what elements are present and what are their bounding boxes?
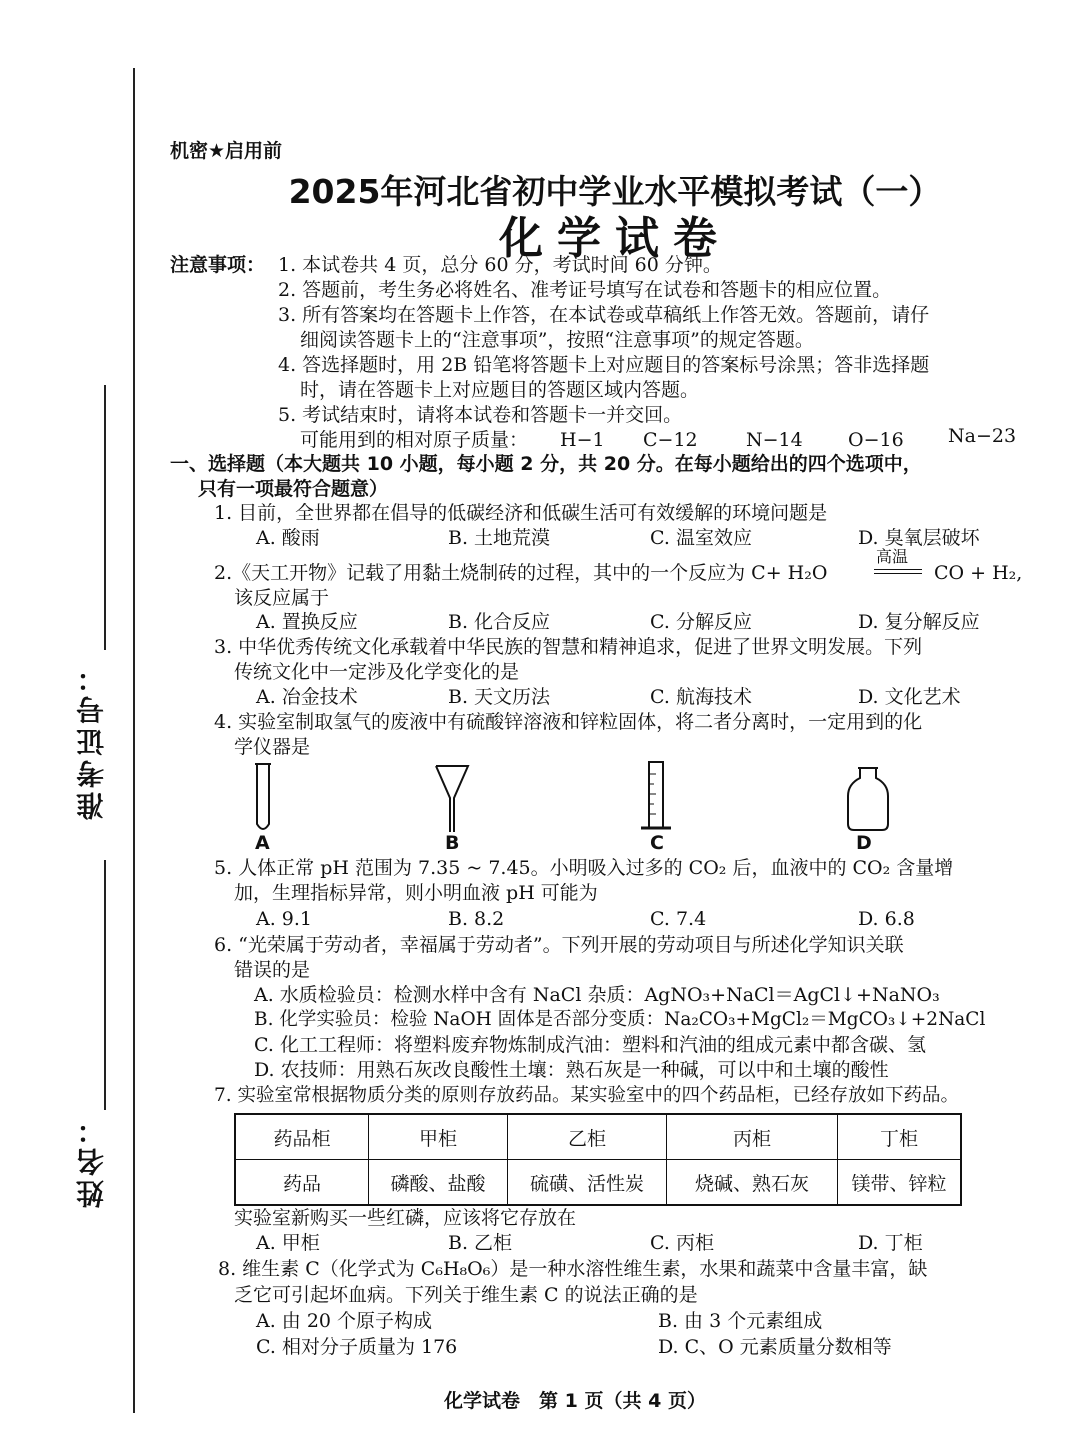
q6-option-d: D. 农技师：用熟石灰改良酸性土壤：熟石灰是一种碱，可以中和土壤的酸性 [254, 1059, 889, 1081]
q7-option-a: A. 甲柜 [256, 1232, 320, 1254]
table-header-cell: 甲柜 [369, 1114, 508, 1160]
table-cell: 镁带、锌粒 [838, 1160, 962, 1206]
exam-title: 2025年河北省初中学业水平模拟考试（一） [288, 172, 942, 211]
binding-line [133, 68, 135, 1413]
exam-id-line [104, 385, 106, 650]
q7-stem-2: 实验室新购买一些红磷，应该将它存放在 [234, 1207, 577, 1229]
atomic-mass-o: O−16 [848, 429, 904, 451]
q3-option-a: A. 冶金技术 [256, 686, 358, 708]
funnel-icon [436, 766, 468, 832]
q5-option-d: D. 6.8 [858, 908, 915, 930]
name-line [104, 860, 106, 1110]
q2-option-b: B. 化合反应 [448, 611, 551, 633]
q6-option-a: A. 水质检验员：检测水样中含有 NaCl 杂质：AgNO₃+NaCl＝AgCl↓+NaNO₃ [254, 984, 940, 1006]
q1-option-a: A. 酸雨 [256, 527, 320, 549]
q2-option-c: C. 分解反应 [650, 611, 752, 633]
q2-condition: 高温 [876, 547, 909, 566]
note-2: 2. 答题前，考生务必将姓名、准考证号填写在试卷和答题卡的相应位置。 [278, 279, 892, 301]
atomic-mass-na: Na−23 [948, 425, 1017, 447]
q8-stem-2: 乏它可引起坏血病。下列关于维生素 C 的说法正确的是 [234, 1284, 698, 1306]
note-3b: 细阅读答题卡上的“注意事项”，按照“注意事项”的规定答题。 [300, 329, 814, 351]
note-4a: 4. 答选择题时，用 2B 铅笔将答题卡上对应题目的答案标号涂黑；答非选择题 [278, 354, 930, 376]
reagent-bottle-icon [848, 768, 888, 830]
note-4b: 时，请在答题卡上对应题目的答题区域内答题。 [300, 379, 700, 401]
table-header-cell: 药品柜 [235, 1114, 369, 1160]
page-footer: 化学试卷 第 1 页（共 4 页） [444, 1390, 706, 1412]
table-cell: 磷酸、盐酸 [369, 1160, 508, 1206]
q1-option-c: C. 温室效应 [650, 527, 752, 549]
q5-stem-2: 加，生理指标异常，则小明血液 pH 可能为 [234, 882, 598, 904]
q6-stem-2: 错误的是 [234, 959, 311, 981]
q8-option-b: B. 由 3 个元素组成 [658, 1310, 823, 1332]
q4-apparatus-figure [240, 760, 1040, 840]
q7-option-c: C. 丙柜 [650, 1232, 714, 1254]
q7-stem: 7. 实验室常根据物质分类的原则存放药品。某实验室中的四个药品柜，已经存放如下药品。 [214, 1085, 960, 1106]
q4-stem-1: 4. 实验室制取氢气的废液中有硫酸锌溶液和锌粒固体，将二者分离时，一定用到的化 [214, 711, 923, 733]
q3-option-c: C. 航海技术 [650, 686, 752, 708]
q2-option-a: A. 置换反应 [256, 611, 358, 633]
q8-option-d: D. C、O 元素质量分数相等 [658, 1336, 892, 1358]
q8-stem-1: 8. 维生素 C（化学式为 C₆H₈O₆）是一种水溶性维生素，水果和蔬菜中含量丰富，缺 [218, 1258, 928, 1280]
note-1: 1. 本试卷共 4 页，总分 60 分，考试时间 60 分钟。 [278, 254, 722, 276]
q2-stem-b: CO + H₂, [934, 562, 1023, 584]
q5-option-c: C. 7.4 [650, 908, 707, 930]
q4-label-b: B [445, 832, 460, 854]
q6-stem-1: 6. “光荣属于劳动者，幸福属于劳动者”。下列开展的劳动项目与所述化学知识关联 [214, 934, 904, 956]
q3-stem-2: 传统文化中一定涉及化学变化的是 [234, 661, 520, 683]
table-header-cell: 丁柜 [838, 1114, 962, 1160]
table-cell: 药品 [235, 1160, 369, 1206]
note-3a: 3. 所有答案均在答题卡上作答，在本试卷或草稿纸上作答无效。答题前，请仔 [278, 304, 930, 326]
atomic-mass-h: H−1 [560, 429, 605, 451]
q8-option-a: A. 由 20 个原子构成 [256, 1310, 433, 1332]
q1-option-b: B. 土地荒漠 [448, 527, 551, 549]
table-cell: 烧碱、熟石灰 [667, 1160, 838, 1206]
q4-stem-2: 学仪器是 [234, 736, 311, 758]
q7-option-d: D. 丁柜 [858, 1232, 923, 1254]
q5-option-b: B. 8.2 [448, 908, 505, 930]
section-1-heading-2: 只有一项最符合题意） [198, 478, 389, 500]
q2-stem-2: 该反应属于 [234, 587, 330, 609]
q2-stem-a: 2.《天工开物》记载了用黏土烧制砖的过程，其中的一个反应为 C+ H₂O [214, 562, 828, 584]
q3-stem-1: 3. 中华优秀传统文化承载着中华民族的智慧和精神追求，促进了世界文明发展。下列 [214, 636, 923, 658]
q5-stem-1: 5. 人体正常 pH 范围为 7.35 ~ 7.45。小明吸入过多的 CO₂ 后，血液中的 CO₂ 含量增 [214, 857, 954, 879]
table-header-cell: 丙柜 [667, 1114, 838, 1160]
q6-option-c: C. 化工工程师：将塑料废弃物炼制成汽油：塑料和汽油的组成元素中都含碳、氢 [254, 1034, 926, 1056]
atomic-mass-c: C−12 [643, 429, 698, 451]
q1-stem: 1. 目前，全世界都在倡导的低碳经济和低碳生活可有效缓解的环境问题是 [214, 502, 828, 524]
q5-option-a: A. 9.1 [256, 908, 313, 930]
q4-label-d: D [856, 832, 872, 854]
q2-equals-sign [874, 569, 922, 574]
table-row [235, 1160, 961, 1206]
cabinet-table [234, 1113, 962, 1206]
q7-option-b: B. 乙柜 [448, 1232, 513, 1254]
q4-label-a: A [255, 832, 270, 854]
table-header-cell: 乙柜 [508, 1114, 667, 1160]
test-tube-icon [255, 764, 271, 829]
graduated-cylinder-icon [641, 762, 671, 828]
atomic-mass-n: N−14 [746, 429, 803, 451]
name-label: 姓名： [75, 1112, 108, 1208]
atomic-mass-label: 可能用到的相对原子质量： [300, 429, 529, 451]
table-row [235, 1114, 961, 1160]
table-cell: 硫磺、活性炭 [508, 1160, 667, 1206]
q8-option-c: C. 相对分子质量为 176 [256, 1336, 458, 1358]
exam-id-label: 准考证号： [75, 660, 108, 820]
section-1-heading: 一、选择题（本大题共 10 小题，每小题 2 分，共 20 分。在每小题给出的四个选项中， [170, 453, 922, 475]
notes-label: 注意事项： [170, 254, 266, 276]
q4-label-c: C [650, 832, 664, 854]
q6-option-b: B. 化学实验员：检验 NaOH 固体是否部分变质：Na₂CO₃+MgCl₂＝MgCO₃↓+2NaCl [254, 1009, 986, 1030]
q1-option-d: D. 臭氧层破坏 [858, 527, 980, 549]
note-5: 5. 考试结束时，请将本试卷和答题卡一并交回。 [278, 404, 683, 426]
q3-option-b: B. 天文历法 [448, 686, 551, 708]
q3-option-d: D. 文化艺术 [858, 686, 961, 708]
q2-option-d: D. 复分解反应 [858, 611, 980, 633]
confidential-mark: 机密★启用前 [170, 140, 283, 162]
paper-subtitle: 化学试卷 [499, 213, 731, 264]
